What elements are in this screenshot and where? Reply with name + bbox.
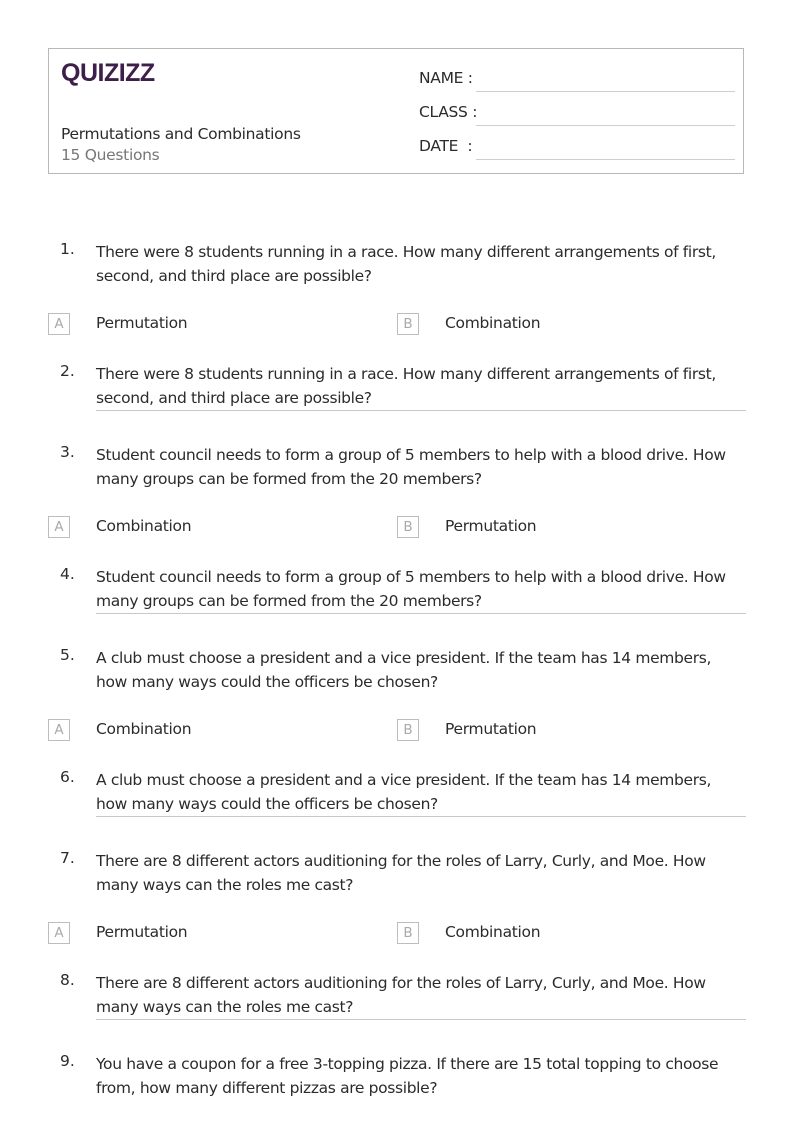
option-label: Combination: [445, 923, 541, 941]
worksheet-header: [48, 48, 744, 174]
question-text: There were 8 students running in a race. How many different arrangements of first, second, and third place are possible?: [96, 365, 716, 407]
question-number: 5.: [60, 646, 75, 664]
question-number: 1.: [60, 240, 75, 258]
option-letter-box[interactable]: A: [48, 313, 70, 335]
option-label: Combination: [445, 314, 541, 332]
question-text: Student council needs to form a group of 5 members to help with a blood drive. How many groups can be formed from the 20 members?: [96, 446, 726, 488]
answer-line[interactable]: [96, 410, 746, 411]
name-field[interactable]: [419, 69, 735, 93]
question-count: 15 Questions: [61, 146, 160, 164]
question-number: 3.: [60, 443, 75, 461]
question-text: There are 8 different actors auditioning for the roles of Larry, Curly, and Moe. How many ways can the roles me cast?: [96, 974, 706, 1016]
class-line[interactable]: [476, 125, 735, 126]
option-label: Permutation: [445, 720, 537, 738]
question-text: You have a coupon for a free 3-topping pizza. If there are 15 total topping to choose from, how many different pizzas are possible?: [96, 1055, 719, 1097]
question-number: 7.: [60, 849, 75, 867]
question-text: There are 8 different actors auditioning for the roles of Larry, Curly, and Moe. How many ways can the roles me cast?: [96, 852, 706, 894]
option-label: Permutation: [96, 314, 188, 332]
question-text: A club must choose a president and a vice president. If the team has 14 members, how many ways could the officers be chosen?: [96, 771, 712, 813]
option-letter-box[interactable]: A: [48, 516, 70, 538]
quizizz-logo: QUIZIZZ: [61, 59, 155, 87]
answer-line[interactable]: [96, 613, 746, 614]
class-label: CLASS :: [419, 103, 478, 121]
question-text: There were 8 students running in a race. How many different arrangements of first, second, and third place are possible?: [96, 243, 716, 285]
question-number: 6.: [60, 768, 75, 786]
option-label: Permutation: [445, 517, 537, 535]
date-label: DATE :: [419, 137, 473, 155]
class-field[interactable]: [419, 103, 735, 127]
option-label: Combination: [96, 517, 192, 535]
name-label: NAME :: [419, 69, 473, 87]
question-number: 8.: [60, 971, 75, 989]
worksheet-title: Permutations and Combinations: [61, 125, 301, 143]
option-letter-box[interactable]: B: [397, 719, 419, 741]
option-letter-box[interactable]: B: [397, 516, 419, 538]
question-number: 9.: [60, 1052, 75, 1070]
option-letter-box[interactable]: A: [48, 719, 70, 741]
option-letter-box[interactable]: B: [397, 313, 419, 335]
date-field[interactable]: [419, 137, 735, 161]
question-text: A club must choose a president and a vice president. If the team has 14 members, how many ways could the officers be chosen?: [96, 649, 712, 691]
option-letter-box[interactable]: B: [397, 922, 419, 944]
option-label: Combination: [96, 720, 192, 738]
answer-line[interactable]: [96, 816, 746, 817]
option-letter-box[interactable]: A: [48, 922, 70, 944]
answer-line[interactable]: [96, 1019, 746, 1020]
name-line[interactable]: [476, 91, 735, 92]
question-text: Student council needs to form a group of 5 members to help with a blood drive. How many groups can be formed from the 20 members?: [96, 568, 726, 610]
question-number: 2.: [60, 362, 75, 380]
date-line[interactable]: [476, 159, 735, 160]
option-label: Permutation: [96, 923, 188, 941]
question-number: 4.: [60, 565, 75, 583]
